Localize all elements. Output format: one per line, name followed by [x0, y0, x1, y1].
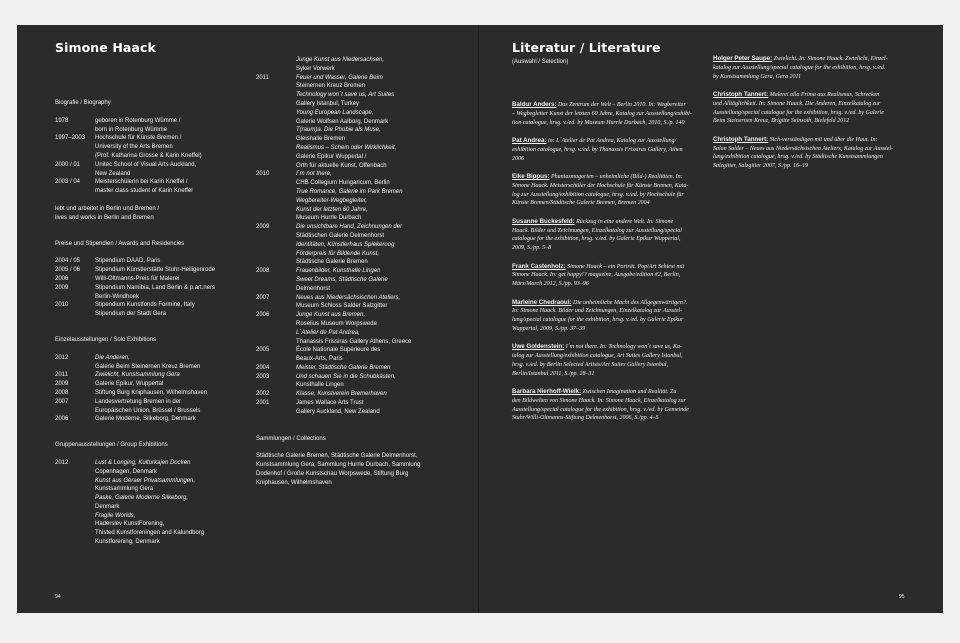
entry-row [55, 117, 253, 135]
right-page-subtitle: (Auswahl / Selection) [512, 59, 569, 65]
entry-line: Stipendium der Stadt Gera [95, 311, 167, 318]
entry-text [296, 223, 466, 267]
reference-author: Eike Bippus: [512, 172, 550, 180]
entry-text [95, 178, 253, 196]
biography-list [55, 117, 253, 196]
entry-line: Gallery Istanbul, Turkey [296, 100, 360, 107]
entry-year: 2004 / 05 [55, 258, 81, 265]
entry-year: 2008 [256, 268, 270, 275]
entry-line: Technology won´t save us, Art Suites [296, 92, 395, 99]
entry-year: 2005 / 06 [55, 267, 81, 274]
page-fold [478, 25, 479, 613]
literature-reference [713, 91, 913, 126]
entry-year: 2002 [256, 391, 270, 398]
reference-text: Rückzug in eine andere Welt. In: Simone [576, 218, 674, 225]
literature-reference [512, 101, 712, 127]
entry-line: Syker Vorwerk [296, 65, 335, 72]
entry-line: born in Rotenburg Wümme [95, 126, 168, 133]
entry-line: Haderslev KunstForening, [95, 521, 165, 528]
entry-text [296, 346, 466, 364]
entry-year: 2009 [55, 381, 69, 388]
reference-text: Sich-verständigen mit und über die Haut. In: [769, 136, 878, 143]
entry-line: Kunstforening, Denmark [95, 539, 160, 546]
entry-year [256, 56, 296, 74]
entry-line: University of the Arts Bremen [95, 144, 173, 151]
entry-line: Identitäten, Künstlerhaus Spiekeroog [296, 241, 395, 248]
entry-year: 2009 [256, 224, 270, 231]
entry-line: Städtische Galerie Bremen [296, 259, 368, 266]
prizes-list [55, 257, 253, 319]
reference-author: Christoph Tannert: [713, 90, 769, 98]
entry-line: Förderpreis für Bildende Kunst, [296, 250, 380, 257]
entry-year: 2001 [256, 400, 270, 407]
entry-text [296, 267, 466, 293]
reference-line: lung/exhibition catalogue, hrsg. v./ed. by Städtische Kunstsammlungen [713, 154, 883, 161]
entry-text [296, 56, 466, 74]
entry-row [256, 364, 466, 373]
entry-text [95, 257, 253, 266]
reference-line: 2009, S./pp. 5–8 [512, 245, 552, 252]
entry-year: 2005 [256, 347, 270, 354]
reference-author: Pat Andrea: [512, 136, 547, 144]
entry-row [55, 301, 253, 319]
entry-line: Stipendium DAAD, Paris [95, 258, 161, 265]
entry-text [95, 266, 253, 275]
literature-reference [512, 173, 712, 208]
entry-year: 2009 [55, 284, 69, 291]
solo-list [55, 354, 253, 424]
entry-line: Und schauen Sie in die Schubkästen, [296, 373, 396, 380]
entry-year: 1997–2003 [55, 135, 86, 142]
group-list [55, 459, 253, 547]
entry-line: Copenhagen, Denmark [95, 468, 158, 475]
entry-row [55, 415, 253, 424]
entry-year: 2007 [55, 398, 69, 405]
entry-text [95, 371, 253, 380]
collections-line-4: Kniphausen, Wilhelmshaven [256, 479, 332, 486]
entry-year: 2000 / 01 [55, 161, 81, 168]
reference-text: in: L´Atelier de Pat Andrea, Katalog zur Ausstellung/ [548, 137, 677, 144]
entry-line: Lust & Longing, Kulturkajen Docken [95, 459, 191, 466]
entry-line: Beaux-Arts, Paris [296, 356, 343, 363]
entry-text [296, 74, 466, 171]
reference-line: katalog zur Ausstellung/special catalogue for the exhibition, hrsg. v./ed. [713, 64, 886, 71]
entry-line: Delmenhorst [296, 285, 331, 292]
reference-line: exhibition catalogue, hrsg. v./ed. by Thanassis Frissiras Gallery, Athen [512, 146, 683, 153]
reference-line: Berlin/Istanbul 2011, S./pp. 28–31 [512, 370, 595, 377]
entry-line: Stipendium Künstlerstätte Stuhr-Heiligenrode [95, 267, 216, 274]
reference-line [713, 91, 913, 100]
entry-line: Die unsichtbare Hand, Zeichnungen der [296, 224, 403, 231]
entry-line: Museum Hurrle Durbach [296, 215, 362, 222]
literature-reference [512, 263, 712, 289]
entry-line: Paske, Galerie Moderne Silkeborg, [95, 495, 189, 502]
reference-line: den Bildwelten von Simone Haack. In: Simone Haack, Einzelkatalog zur [512, 397, 686, 404]
left-column-1 [55, 99, 253, 547]
reference-text: Malerei alla Prima aus Realismus, Schrecken [769, 91, 880, 98]
entry-row [256, 223, 466, 267]
reference-line: Haack. Bilder und Zeichnungen, Einzelkatalog zur Ausstellung/special [512, 227, 682, 234]
literature-reference [512, 388, 712, 423]
reference-line: lung/special catalogue for the exhibition, hrsg. v./ed. by Galerie Epikur [512, 317, 684, 324]
left-column-2 [256, 56, 466, 488]
reference-line: log zur Ausstellung/exhibition catalogue, hrsg. v./ed. by Hochschule für [512, 191, 684, 198]
entry-line: Galerie Wolfsen Aalborg, Denmark [296, 118, 389, 125]
entry-line: Berlin-Windhoek [95, 293, 140, 300]
entry-line: Stiftung Burg Kniphausen, Wilhelmshaven [95, 389, 208, 396]
literature-reference [713, 55, 913, 81]
prizes-heading: Preise und Stipendien / Awards and Residencies [55, 240, 185, 247]
entry-year: 2006 [55, 275, 69, 282]
entry-line: Kunst aus Geraer Privatsammlungen, [95, 477, 196, 484]
reference-author: Uwe Goldenstein: [512, 343, 565, 351]
reference-line [512, 343, 712, 352]
right-page-title: Literatur / Literature [512, 40, 661, 55]
reference-line [512, 263, 712, 272]
reference-line: by Kunstsammlung Gera, Gera 2011 [713, 73, 802, 80]
entry-row [256, 390, 466, 399]
reference-line [512, 173, 712, 182]
entry-row [256, 294, 466, 312]
entry-line: Galerie Epikur, Wuppertal [95, 381, 164, 388]
entry-row [256, 399, 466, 417]
entry-row [256, 56, 466, 74]
reference-line: Ausstellung/special catalogue for the exhibition, hrsg. v./ed. by Galerie [713, 109, 884, 116]
entry-line: Stipendium Kunstfonds Formine, Italy [95, 302, 195, 309]
reference-author: Christoph Tannert: [713, 135, 769, 143]
reference-line: und Alltäglichkeit. In: Simone Haack. Die Anderen, Einzelkatalog zur [713, 100, 881, 107]
reference-line: In: Simone Haack. Bilder und Zeichnungen, Einzelkatalog zur Ausstel- [512, 308, 683, 315]
entry-text [296, 373, 466, 391]
entry-row [55, 389, 253, 398]
entry-line: Frauenbilder, Kunsthalle Lingen [296, 268, 381, 275]
entry-row [55, 134, 253, 160]
reference-text: Zwischen Imagination und Realität. Zu [582, 389, 677, 396]
entry-line: Thanassis Frissiras Gallery Athens, Greece [296, 338, 412, 345]
entry-line: École Nationale Supérieure des [296, 347, 381, 354]
entry-line: Kunst der letzten 60 Jahre, [296, 206, 368, 213]
entry-line: Gleishalle Bremen [296, 136, 346, 143]
book-spread [17, 25, 943, 613]
entry-row [256, 74, 466, 171]
reference-line: hrsg. v./ed. by Berlin Selected Artists/Art Suites Gallery Istanbul, [512, 361, 669, 368]
entry-year: 2011 [55, 372, 68, 379]
collections-line-1: Städtische Galerie Bremen, Städtische Galerie Delmenhorst, [256, 453, 418, 460]
entry-line: master class student of Karin Kneffel [95, 188, 193, 195]
entry-row [55, 266, 253, 275]
literature-reference [512, 299, 712, 334]
reference-line: Beim Steinernen Kreuz, Brigitte Seinsoth, Bielefeld 2012 [713, 118, 850, 125]
entry-year: 2010 [256, 171, 270, 178]
entry-year: 2003 / 04 [55, 179, 81, 186]
right-page-number: 95 [899, 594, 905, 600]
entry-row [256, 373, 466, 391]
entry-text [95, 398, 253, 416]
entry-year: 2008 [55, 389, 69, 396]
entry-line: Willi-Oltmanns-Preis für Malerei [95, 275, 180, 282]
entry-line: Denmark [95, 503, 120, 510]
entry-text [95, 415, 253, 424]
entry-line: True Romance, Galerie im Park Bremen [296, 188, 403, 195]
collections-line-3: Dodenhof / Große Kunstschau Worpswede, Stiftung Burg [256, 471, 409, 478]
reference-line: Künste Bremen/Städtische Galerie Bremen, Bremen 2004 [512, 200, 650, 207]
literature-reference [713, 136, 913, 171]
lives-line-2: lives and works in Berlin and Bremen [55, 214, 154, 221]
entry-text [95, 389, 253, 398]
entry-row [55, 398, 253, 416]
entry-line: Hochschule für Künste Bremen / [95, 135, 182, 142]
reference-line [713, 55, 913, 64]
entry-year: 2011 [256, 74, 269, 81]
entry-text [296, 311, 466, 346]
entry-line: Stipendium Namibia, Land Berlin & p.art.ners [95, 284, 216, 291]
left-page-number: 94 [55, 594, 61, 600]
entry-line: Junge Kunst aus Bremen, [296, 312, 366, 319]
entry-line: (Prof. Katharina Grosse & Karin Kneffel) [95, 152, 202, 159]
entry-row [55, 284, 253, 302]
literature-column-1 [512, 101, 712, 433]
reference-text: Zwielicht. In: Simone Haack. Zwielicht, Einzel- [773, 56, 888, 62]
entry-text [296, 294, 466, 312]
reference-line: März/March 2012, S./pp. 93–96 [512, 281, 589, 288]
entry-year: 2012 [55, 354, 69, 361]
entry-row [55, 178, 253, 196]
entry-text [95, 134, 253, 160]
entry-line: Die Anderen, [95, 354, 130, 361]
reference-line: Simone Haack. In: get happy!? magazine, Ausgabe/edition #2, Berlin, [512, 272, 681, 279]
entry-year: 2010 [55, 302, 69, 309]
reference-text: Die unheimliche Macht des Allgegenwärtigen?. [572, 299, 688, 306]
entry-text [95, 275, 253, 284]
reference-author: Susanne Buckesfeld: [512, 217, 575, 225]
literature-column-2 [713, 55, 913, 181]
entry-year: 2004 [256, 364, 270, 371]
reference-line [512, 299, 712, 308]
entry-year: 2006 [55, 416, 69, 423]
entry-year: 2006 [256, 312, 270, 319]
reference-line: Wuppertal, 2009, S./pp. 37–39 [512, 325, 586, 332]
entry-line: Steinernen Kreuz Bremen [296, 83, 366, 90]
reference-line: catalogue for the exhibition, hrsg. v./ed. by Galerie Epikur Wuppertal, [512, 236, 681, 243]
entry-line: Roselius Museum Worpswede [296, 320, 377, 327]
reference-text: I´m not there. In: Technology won´t save us, Ka- [565, 344, 682, 351]
biography-heading: Biografie / Biography [55, 100, 111, 106]
entry-line: Gallery Auckland, New Zealand [296, 408, 380, 415]
entry-line: Meister, Städtische Galerie Bremen [296, 364, 391, 371]
reference-line [713, 136, 913, 145]
entry-line: Fragile Worlds, [95, 512, 136, 519]
reference-line [512, 388, 712, 397]
lives-line-1: lebt und arbeitet in Berlin und Bremen / [55, 205, 160, 212]
entry-text [296, 399, 466, 417]
entry-line: Orth für aktuelle Kunst, Offenbach [296, 162, 387, 169]
reference-line: Simone Haack. Meisterschüler der Hochschule für Künste Bremen, Kata- [512, 182, 689, 189]
entry-row [256, 311, 466, 346]
entry-row [55, 257, 253, 266]
reference-author: Holger Peter Saupe: [713, 55, 773, 62]
entry-line: CHB Collegium Hungaricum, Berlin [296, 180, 390, 187]
entry-row [55, 161, 253, 179]
entry-line: Unitec School of Visual Arts Auckland, [95, 161, 197, 168]
entry-line: Landesvertretung Bremen in der [95, 398, 182, 405]
entry-line: I´m not there, [296, 171, 332, 178]
entry-line: Städtischen Galerie Delmenhorst [296, 232, 385, 239]
entry-line: Sweet Dreams, Städtische Galerie [296, 276, 388, 283]
entry-text [296, 390, 466, 399]
entry-line: Zwielicht, Kunstsammlung Gera [95, 372, 180, 379]
literature-reference [512, 343, 712, 378]
entry-line: New Zealand [95, 170, 131, 177]
entry-line: Junge Kunst aus Niedersachsen, [296, 57, 385, 63]
entry-text [95, 117, 253, 135]
entry-line: Klasse, Kunstverein Bremerhaven [296, 391, 387, 398]
entry-text [95, 284, 253, 302]
entry-text [296, 170, 466, 223]
reference-text: Das Zentrum der Welt – Berlin 2010. In: Wegbereiter [557, 102, 686, 108]
reference-line: 2006 [512, 155, 524, 162]
entry-line: Museum Schloss Salder Salzgitter [296, 303, 388, 310]
entry-line: Wegbereiter-Wegbegleiter, [296, 197, 368, 204]
entry-text [95, 380, 253, 389]
entry-line: Young European Landscape, [296, 109, 374, 116]
reference-author: Marleine Chedraoui: [512, 298, 572, 306]
entry-line: geboren in Rotenburg Wümme / [95, 117, 181, 124]
reference-author: Barbara Nierhoff-Wielk: [512, 388, 582, 396]
group-heading: Gruppenausstellungen / Group Exhibitions [55, 442, 168, 449]
entry-row [55, 459, 253, 547]
reference-line: Salon Salder – Neues aus Niedersächsischen Ateliers, Katalog zur Ausstel- [713, 145, 894, 152]
entry-row [55, 371, 253, 380]
entry-text [95, 459, 253, 547]
reference-line: Ausstellung/special catalogue for the exhibition, hrsg. v./ed. by Gemeinde [512, 406, 689, 413]
entry-year: 2003 [256, 373, 270, 380]
reference-text: Simone Haack – ein Porträt. Pop/Art Sehtest mit [567, 263, 685, 270]
entry-line: Feuer und Wasser, Galerie Beim [296, 74, 383, 81]
reference-line: talog zur Ausstellung/exhibition catalogue, Art Suites Gallery Istanbul, [512, 353, 683, 360]
reference-line [512, 137, 712, 146]
entry-line: T(raum)a. Die Phobie als Muse, [296, 127, 381, 134]
collections-heading: Sammlungen / Collections [256, 435, 326, 442]
reference-line: tion catalogue, hrsg. v./ed. by Museum Hurrle Durbach, 2010, S./p. 140 [512, 119, 685, 126]
left-page-title: Simone Haack [55, 40, 156, 55]
entry-line: L´Atelier de Pat Andrea, [296, 329, 360, 336]
reference-author: Frank Castenholz: [512, 262, 566, 270]
entry-row [256, 346, 466, 364]
group-continued-list [256, 56, 466, 417]
entry-line: Kunstsammlung Gera [95, 486, 154, 493]
reference-line: – Wegbegleiter Kunst der letzten 60 Jahre, Katalog zur Ausstellung/exhibi- [512, 110, 692, 117]
entry-row [55, 275, 253, 284]
entry-line: Meisterschülerin bei Karin Kneffel / [95, 179, 188, 186]
entry-line: Kunsthalle Lingen [296, 382, 344, 389]
entry-text [296, 364, 466, 373]
reference-line: Stuhr/Willi-Oltmanns-Stiftung Delmenhorst, 2006, S./pp. 4–5 [512, 415, 659, 422]
entry-line: Realismus – Schein oder Wirklichkeit, [296, 144, 397, 151]
reference-author: Baldur Anders: [512, 101, 557, 108]
entry-text [95, 301, 253, 319]
reference-line [512, 101, 712, 110]
entry-line: Galerie Beim Steinernen Kreuz Bremen [95, 363, 201, 370]
entry-year: 2012 [55, 459, 69, 466]
entry-line: Neues aus Niedersächsischen Ateliers, [296, 294, 401, 301]
entry-year: 2007 [256, 294, 270, 301]
literature-reference [512, 137, 712, 163]
reference-line [512, 218, 712, 227]
entry-line: Thisted Kunstforeningen and Kalundborg [95, 530, 205, 537]
entry-row [256, 170, 466, 223]
entry-line: James Wallace Arts Trust [296, 400, 364, 407]
entry-line: Europäischen Union, Brüssel / Brussels [95, 407, 201, 414]
solo-heading: Einzelausstellungen / Solo Exhibitions [55, 336, 157, 343]
entry-line: Galerie Epikur Wuppertal / [296, 153, 367, 160]
entry-year: 1978 [55, 117, 69, 124]
reference-line: Salzgitter, Salzgitter 2007, S./pp. 16–19 [713, 163, 809, 170]
entry-line: Galerie Moderne, Silkeborg, Denmark [95, 416, 196, 423]
entry-row [55, 380, 253, 389]
entry-text [95, 354, 253, 372]
collections-line-2: Kunstsammlung Gera, Sammlung Hurrle Durbach, Sammlung [256, 462, 421, 469]
literature-reference [512, 218, 712, 253]
reference-text: Phantasmagorien – unheimliche (Bild-) Realitäten. In: [550, 173, 683, 180]
entry-row [55, 354, 253, 372]
entry-row [256, 267, 466, 293]
entry-text [95, 161, 253, 179]
